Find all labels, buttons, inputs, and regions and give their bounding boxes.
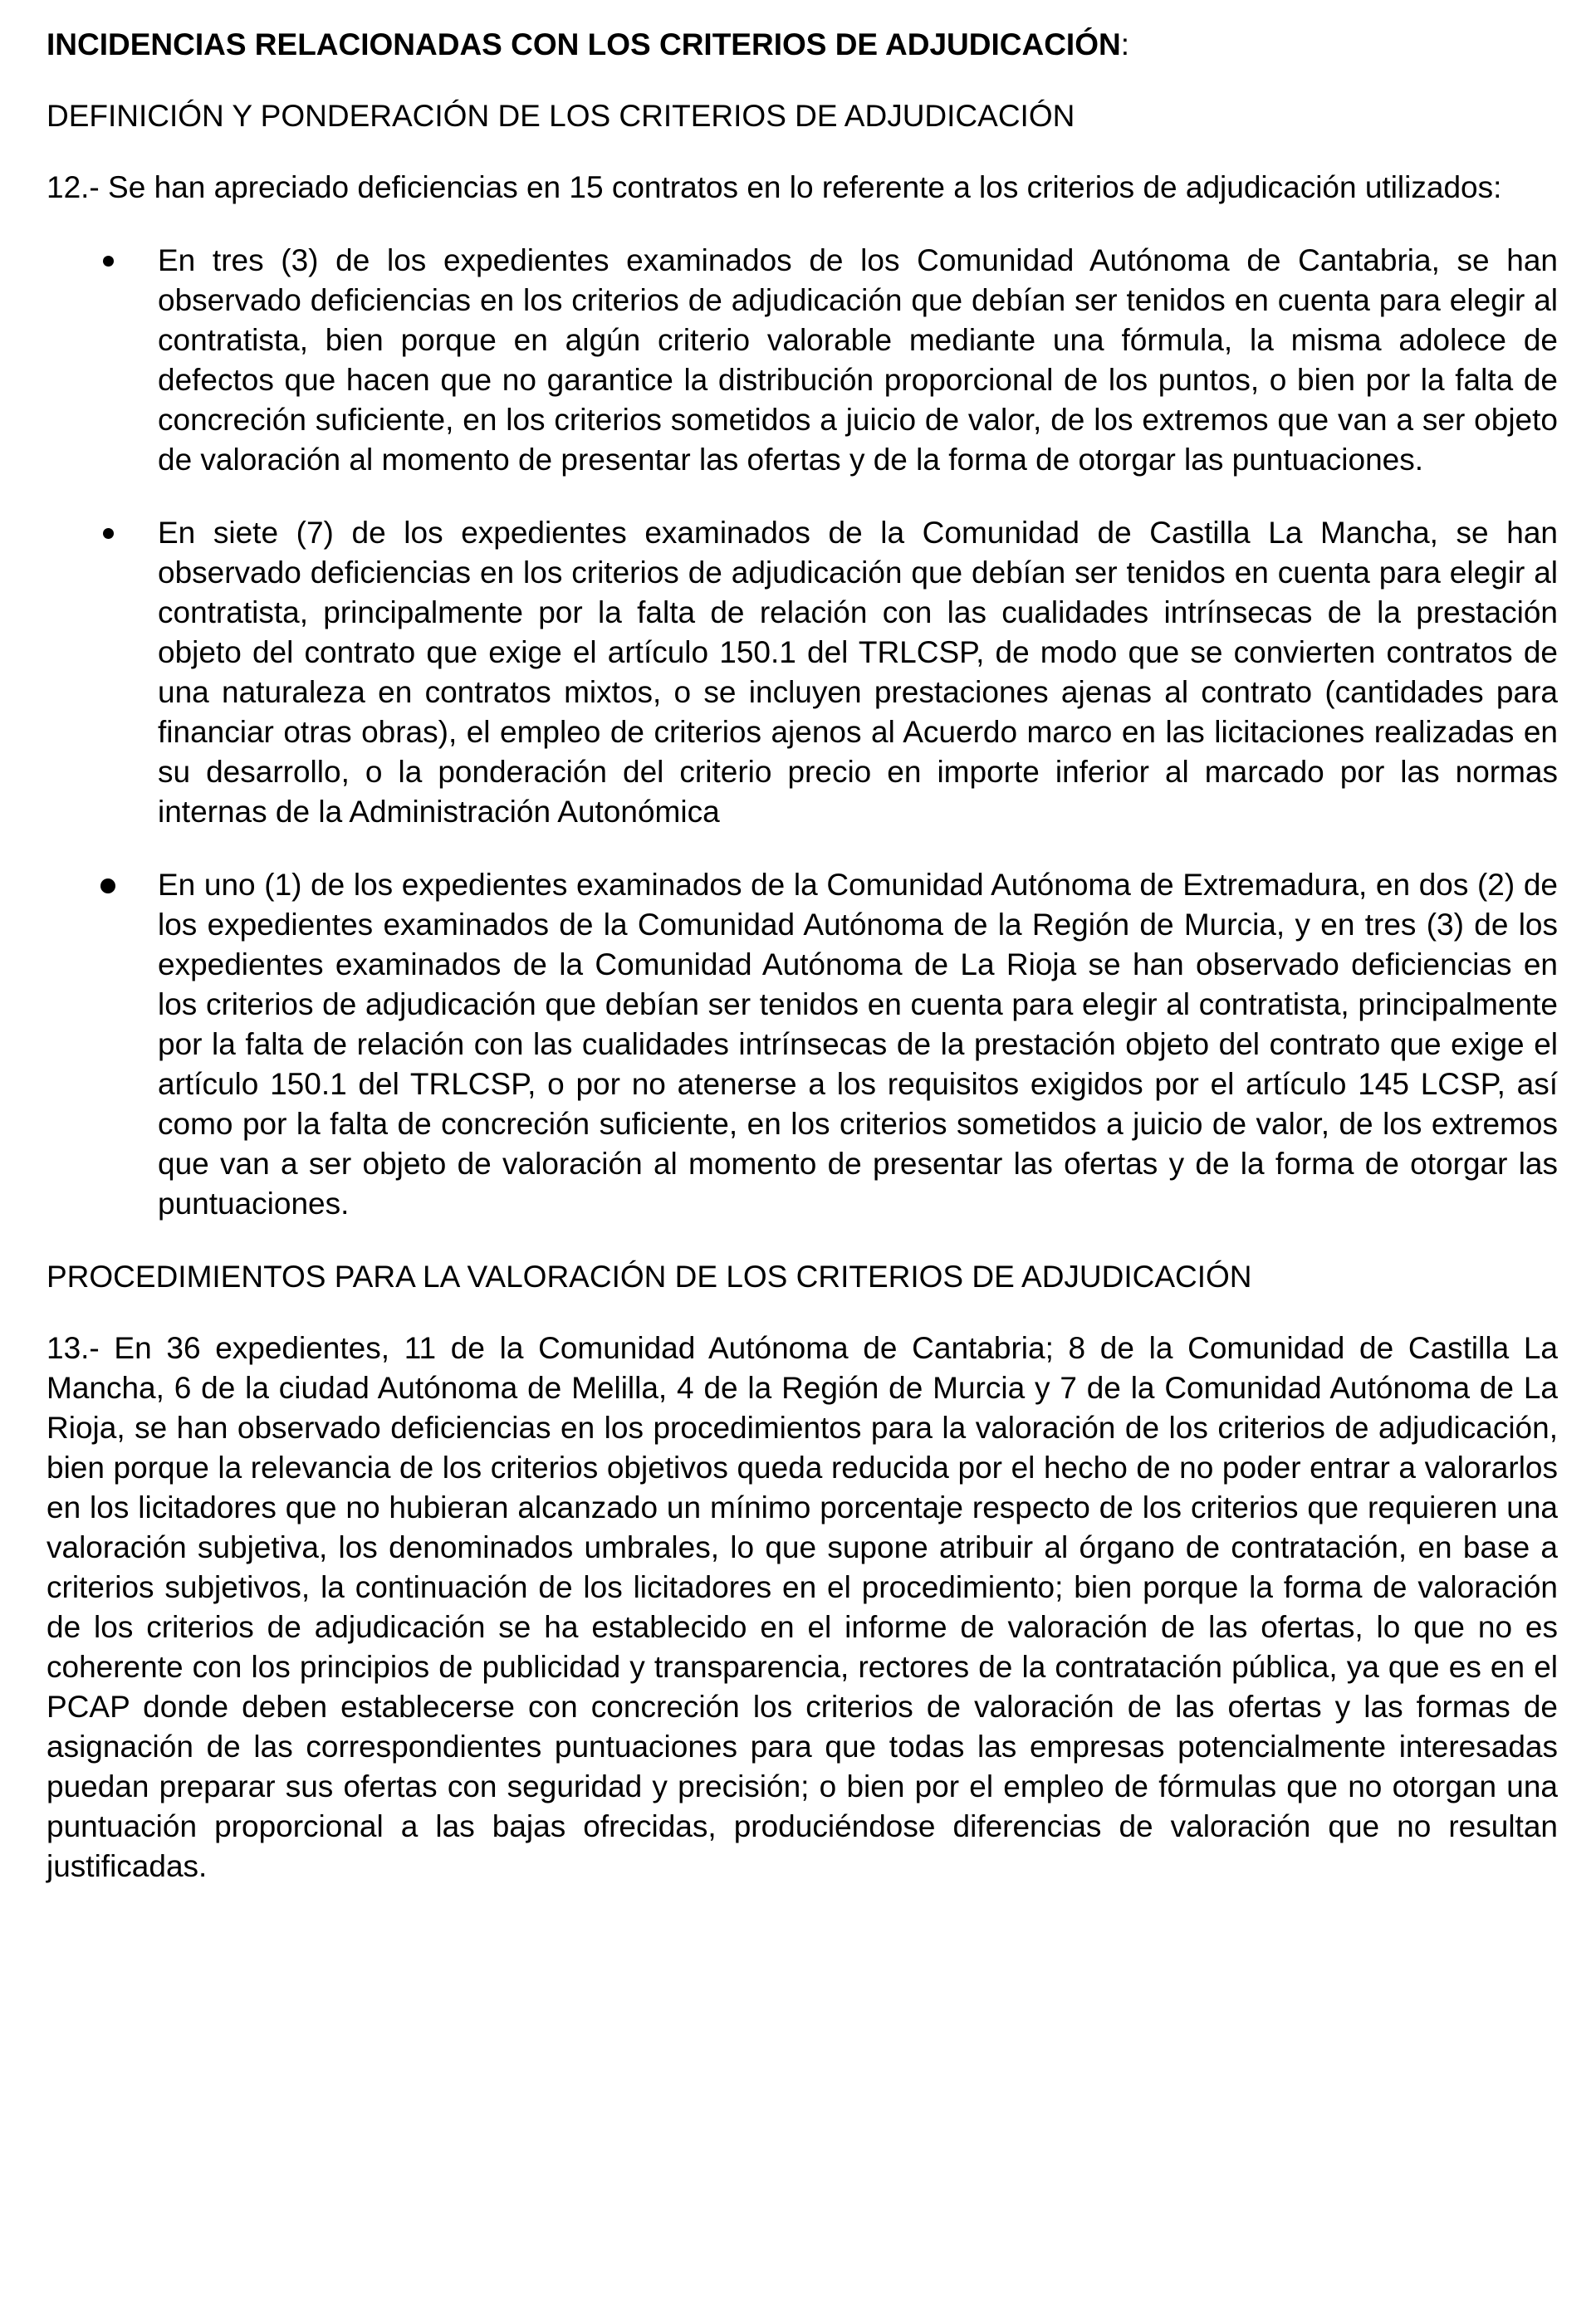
document-heading <box>47 25 1558 65</box>
heading-text: INCIDENCIAS RELACIONADAS CON LOS CRITERIOS DE ADJUDICACIÓN <box>47 27 1121 61</box>
list-item <box>47 865 1558 1224</box>
list-item-text: En siete (7) de los expedientes examinados de la Comunidad de Castilla La Mancha, se han observado deficiencias en los criterios de adjudicación que debían ser tenidos en cuenta para elegir al contratista, principalmente por la falta de relación con las cualidades intrínsecas de la prestación objeto del contrato que exige el artículo 150.1 del TRLCSP, de modo que se convierten contratos de una naturaleza en contratos mixtos, o se incluyen prestaciones ajenas al contrato (cantidades para financiar otras obras), el empleo de criterios ajenos al Acuerdo marco en las licitaciones realizadas en su desarrollo, o la ponderación del criterio precio en importe inferior al marcado por las normas internas de la Administración Autonómica <box>158 516 1558 829</box>
bullet-icon <box>100 878 115 893</box>
list-item-text: En tres (3) de los expedientes examinados de los Comunidad Autónoma de Cantabria, se han observado deficiencias en los criterios de adjudicación que debían ser tenidos en cuenta para elegir al contratista, bien porque en algún criterio valorable mediante una fórmula, la misma adolece de defectos que hacen que no garantice la distribución proporcional de los puntos, o bien por la falta de concreción suficiente, en los criterios sometidos a juicio de valor, de los extremos que van a ser objeto de valoración al momento de presentar las ofertas y de la forma de otorgar las puntuaciones. <box>158 243 1558 477</box>
bullet-icon <box>103 256 114 267</box>
bullet-icon <box>103 528 114 539</box>
list-item <box>47 241 1558 480</box>
section-title-procedimientos: PROCEDIMIENTOS PARA LA VALORACIÓN DE LOS CRITERIOS DE ADJUDICACIÓN <box>47 1260 1252 1294</box>
section-title-definicion: DEFINICIÓN Y PONDERACIÓN DE LOS CRITERIOS DE ADJUDICACIÓN <box>47 99 1075 133</box>
heading-colon: : <box>1120 27 1129 61</box>
bullet-list <box>47 241 1558 1224</box>
document-page <box>47 25 1558 1920</box>
list-item-text: En uno (1) de los expedientes examinados de la Comunidad Autónoma de Extremadura, en dos (2) de los expedientes examinados de la Comunidad Autónoma de la Región de Murcia, y en tres (3) de los expedientes examinados de la Comunidad Autónoma de La Rioja se han observado deficiencias en los criterios de adjudicación que debían ser tenidos en cuenta para elegir al contratista, principalmente por la falta de relación con las cualidades intrínsecas de la prestación objeto del contrato que exige el artículo 150.1 del TRLCSP, o por no atenerse a los requisitos exigidos por el artículo 145 LCSP, así como por la falta de concreción suficiente, en los criterios sometidos a juicio de valor, de los extremos que van a ser objeto de valoración al momento de presentar las ofertas y de la forma de otorgar las puntuaciones. <box>158 868 1558 1221</box>
paragraph-13: 13.- En 36 expedientes, 11 de la Comunidad Autónoma de Cantabria; 8 de la Comunidad de Castilla La Mancha, 6 de la ciudad Autónoma de Melilla, 4 de la Región de Murcia y 7 de la Comunidad Autónoma de La Rioja, se han observado deficiencias en los procedimientos para la valoración de los criterios de adjudicación, bien porque la relevancia de los criterios objetivos queda reducida por el hecho de no poder entrar a valorarlos en los licitadores que no hubieran alcanzado un mínimo porcentaje respecto de los criterios que requieren una valoración subjetiva, los denominados umbrales, lo que supone atribuir al órgano de contratación, en base a criterios subjetivos, la continuación de los licitadores en el procedimiento; bien porque la forma de valoración de los criterios de adjudicación se ha establecido en el informe de valoración de las ofertas, lo que no es coherente con los principios de publicidad y transparencia, rectores de la contratación pública, ya que es en el PCAP donde deben establecerse con concreción los criterios de valoración de las ofertas y las formas de asignación de las correspondientes puntuaciones para que todas las empresas potencialmente interesadas puedan preparar sus ofertas con seguridad y precisión; o bien por el empleo de fórmulas que no otorgan una puntuación proporcional a las bajas ofrecidas, produciéndose diferencias de valoración que no resultan justificadas. <box>47 1331 1558 1883</box>
list-item <box>47 513 1558 832</box>
paragraph-12: 12.- Se han apreciado deficiencias en 15 contratos en lo referente a los criterios de adjudicación utilizados: <box>47 170 1502 204</box>
